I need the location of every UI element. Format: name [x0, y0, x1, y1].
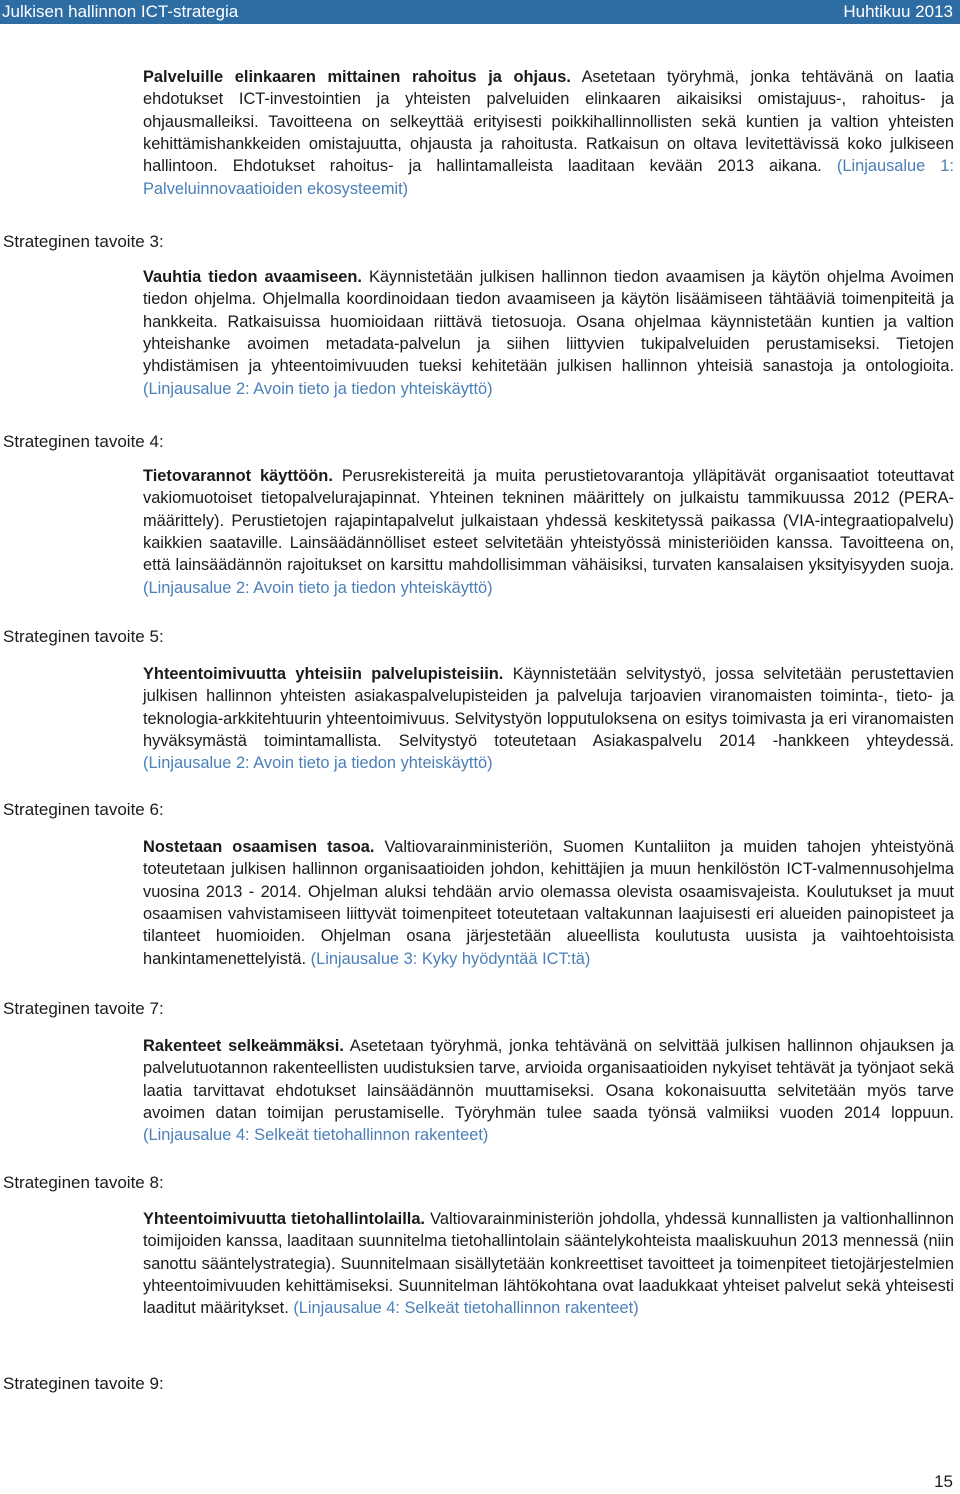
paragraph-heading: Palveluille elinkaaren mittainen rahoitus ja ohjaus.	[143, 68, 571, 86]
goal-paragraph-3	[143, 266, 954, 400]
page-header	[0, 0, 960, 24]
paragraph-body: Perusrekistereitä ja muita perustietovarantoja ylläpitävät organisaatiot toteuttavat vakiomuotoiset tietopalvelurajapinnat. Yhteinen tekninen määrittely on julkaistu tammikuussa 2012 (PERA-määrittely). Perustietojen rajapintapalvelut julkaistaan yhdessä keskitetyssä paikassa (VIA-integraatiopalvelu) kaikkien saataville. Lainsäädännölliset esteet selvitetään yhteistyössä ministeriöiden kanssa. Tavoitteena on, että lainsäädännön rajoitukset on karsittu mahdollisimman vähäisiksi, turvaten kansalaisen yksityisyyden suoja.	[143, 467, 954, 575]
paragraph-heading: Yhteentoimivuutta yhteisiin palvelupisteisiin.	[143, 665, 504, 683]
goal-paragraph-4	[143, 465, 954, 599]
goal-paragraph-5	[143, 663, 954, 775]
paragraph-body: Valtiovarainministeriön johdolla, yhdessä kunnallisten ja valtionhallinnon toimijoiden kanssa, laaditaan suunnitelma tietohallintolain sääntelykohteista maaliskuuhun 2013 mennessä (niin sanottu sääntelystrategia). Suunnitelmaan sisällytetään konkreettiset tavoitteet ja toimenpiteet tietojärjestelmien yhteentoimivuuden kehittämiseksi. Suunnitelman lähtökohtana ovat laadukkaat yhteiset palvelut sekä yhteisesti laaditut määritykset.	[143, 1210, 954, 1318]
policy-area-link[interactable]: (Linjausalue 2: Avoin tieto ja tiedon yhteiskäyttö)	[143, 754, 493, 773]
paragraph-heading: Vauhtia tiedon avaamiseen.	[143, 268, 362, 286]
paragraph-body: Asetetaan työryhmä, jonka tehtävänä on laatia ehdotukset ICT-investointien ja yhteisten palveluiden elinkaaren aikaisiksi omistajuus-, rahoitus- ja ohjausmalleiksi. Tavoitteena on selkeyttää erityisesti poikkihallinnollisten sekä kuntien ja valtion yhteisten kehittämishankkeiden omistajuutta, ohjausta ja rahoitusta. Ratkaisun on oltava levitettävissä koko julkiseen hallintoon. Ehdotukset rahoitus- ja hallintamalleista laaditaan kevään 2013 aikana.	[143, 68, 954, 176]
paragraph-body: Valtiovarainministeriön, Suomen Kuntaliiton ja muiden tahojen yhteistyönä toteutetaan julkisen hallinnon organisaatioiden johdon, kehittäjien ja muun henkilöstön ICT-valmennusohjelma vuosina 2013 - 2014. Ohjelman aluksi tehdään arvio olemassa olevista osaamisvajeista. Koulutukset ja muut osaamisen vahvistamiseen liittyvät toimenpiteet toteutetaan valtakunnan laajuisesti eri alueiden painopisteet ja tilanteet huomioiden. Ohjelman osana järjestetään alueellista koulutusta uusista ja vaihtoehtoisista hankintamenettelyistä.	[143, 838, 954, 968]
paragraph-heading: Rakenteet selkeämmäksi.	[143, 1037, 344, 1055]
goal-label-6: Strateginen tavoite 6:	[3, 800, 164, 819]
goal-paragraph-7	[143, 1035, 954, 1147]
policy-area-link[interactable]: (Linjausalue 1: Palveluinnovaatioiden ekosysteemit)	[143, 157, 954, 198]
policy-area-link[interactable]: (Linjausalue 3: Kyky hyödyntää ICT:tä)	[310, 949, 591, 968]
policy-area-link[interactable]: (Linjausalue 4: Selkeät tietohallinnon rakenteet)	[143, 1126, 489, 1145]
page-number: 15	[934, 1472, 953, 1491]
goal-paragraph-8	[143, 1208, 954, 1320]
goal-label-4: Strateginen tavoite 4:	[3, 432, 164, 451]
goal-label-8: Strateginen tavoite 8:	[3, 1173, 164, 1192]
goal-label-3: Strateginen tavoite 3:	[3, 232, 164, 251]
paragraph-body: Käynnistetään julkisen hallinnon tiedon avaamisen ja käytön ohjelma Avoimen tiedon ohjelma. Ohjelmalla koordinoidaan tiedon avaamiseen ja käytön lisäämiseen tähtääviä toimenpiteitä ja hankkeita. Ratkaisuissa huomioidaan riittävä tietosuoja. Osana ohjelmaa käynnistetään kuntien ja valtion yhteishanke avoimen metadata-palvelun ja siihen liittyvien tukipalveluiden perustamiseksi. Tietojen yhdistämisen ja yhteentoimivuuden tueksi kehitetään julkisen hallinnon yhteisiä sanastoja ja ontologioita.	[143, 268, 954, 376]
paragraph-heading: Nostetaan osaamisen tasoa.	[143, 838, 375, 856]
policy-area-link[interactable]: (Linjausalue 4: Selkeät tietohallinnon rakenteet)	[293, 1299, 639, 1318]
goal-label-9: Strateginen tavoite 9:	[3, 1374, 164, 1393]
goal-label-5: Strateginen tavoite 5:	[3, 627, 164, 646]
paragraph-heading: Yhteentoimivuutta tietohallintolailla.	[143, 1210, 425, 1228]
goal-paragraph-2	[143, 66, 954, 200]
policy-area-link[interactable]: (Linjausalue 2: Avoin tieto ja tiedon yhteiskäyttö)	[143, 379, 493, 398]
goal-label-7: Strateginen tavoite 7:	[3, 999, 164, 1018]
paragraph-body: Asetetaan työryhmä, jonka tehtävänä on selvittää julkisen hallinnon ohjauksen ja palvelutuotannon rakenteellisten uudistuksien tarve, arvioida organisaatioiden nykyiset tehtävät ja työnjaot sekä laatia tarvittavat ehdotukset lainsäädännön muuttamiseksi. Osana kokonaisuutta selvitetään myös tarve avoimen datan toimijan perustamiselle. Työryhmän tulee saada työnsä valmiiksi vuoden 2014 loppuun.	[143, 1037, 954, 1123]
goal-paragraph-6	[143, 836, 954, 970]
paragraph-body: Käynnistetään selvitystyö, jossa selvitetään perustettavien julkisen hallinnon yhteisten asiakaspalvelupisteiden ja palveluja tarjoavien viranomaisten toiminta-, tieto- ja teknologia-arkkitehtuurin yhteentoimivuus. Selvitystyön lopputuloksena on esitys toimivasta ja eri viranomaisten hyväksymästä toimintamallista. Selvitystyö toteutetaan Asiakaspalvelu 2014 -hankkeen yhteydessä.	[143, 665, 955, 751]
document-title: Julkisen hallinnon ICT-strategia	[2, 2, 239, 21]
paragraph-heading: Tietovarannot käyttöön.	[143, 467, 333, 485]
policy-area-link[interactable]: (Linjausalue 2: Avoin tieto ja tiedon yhteiskäyttö)	[143, 578, 493, 597]
document-date: Huhtikuu 2013	[843, 2, 953, 21]
